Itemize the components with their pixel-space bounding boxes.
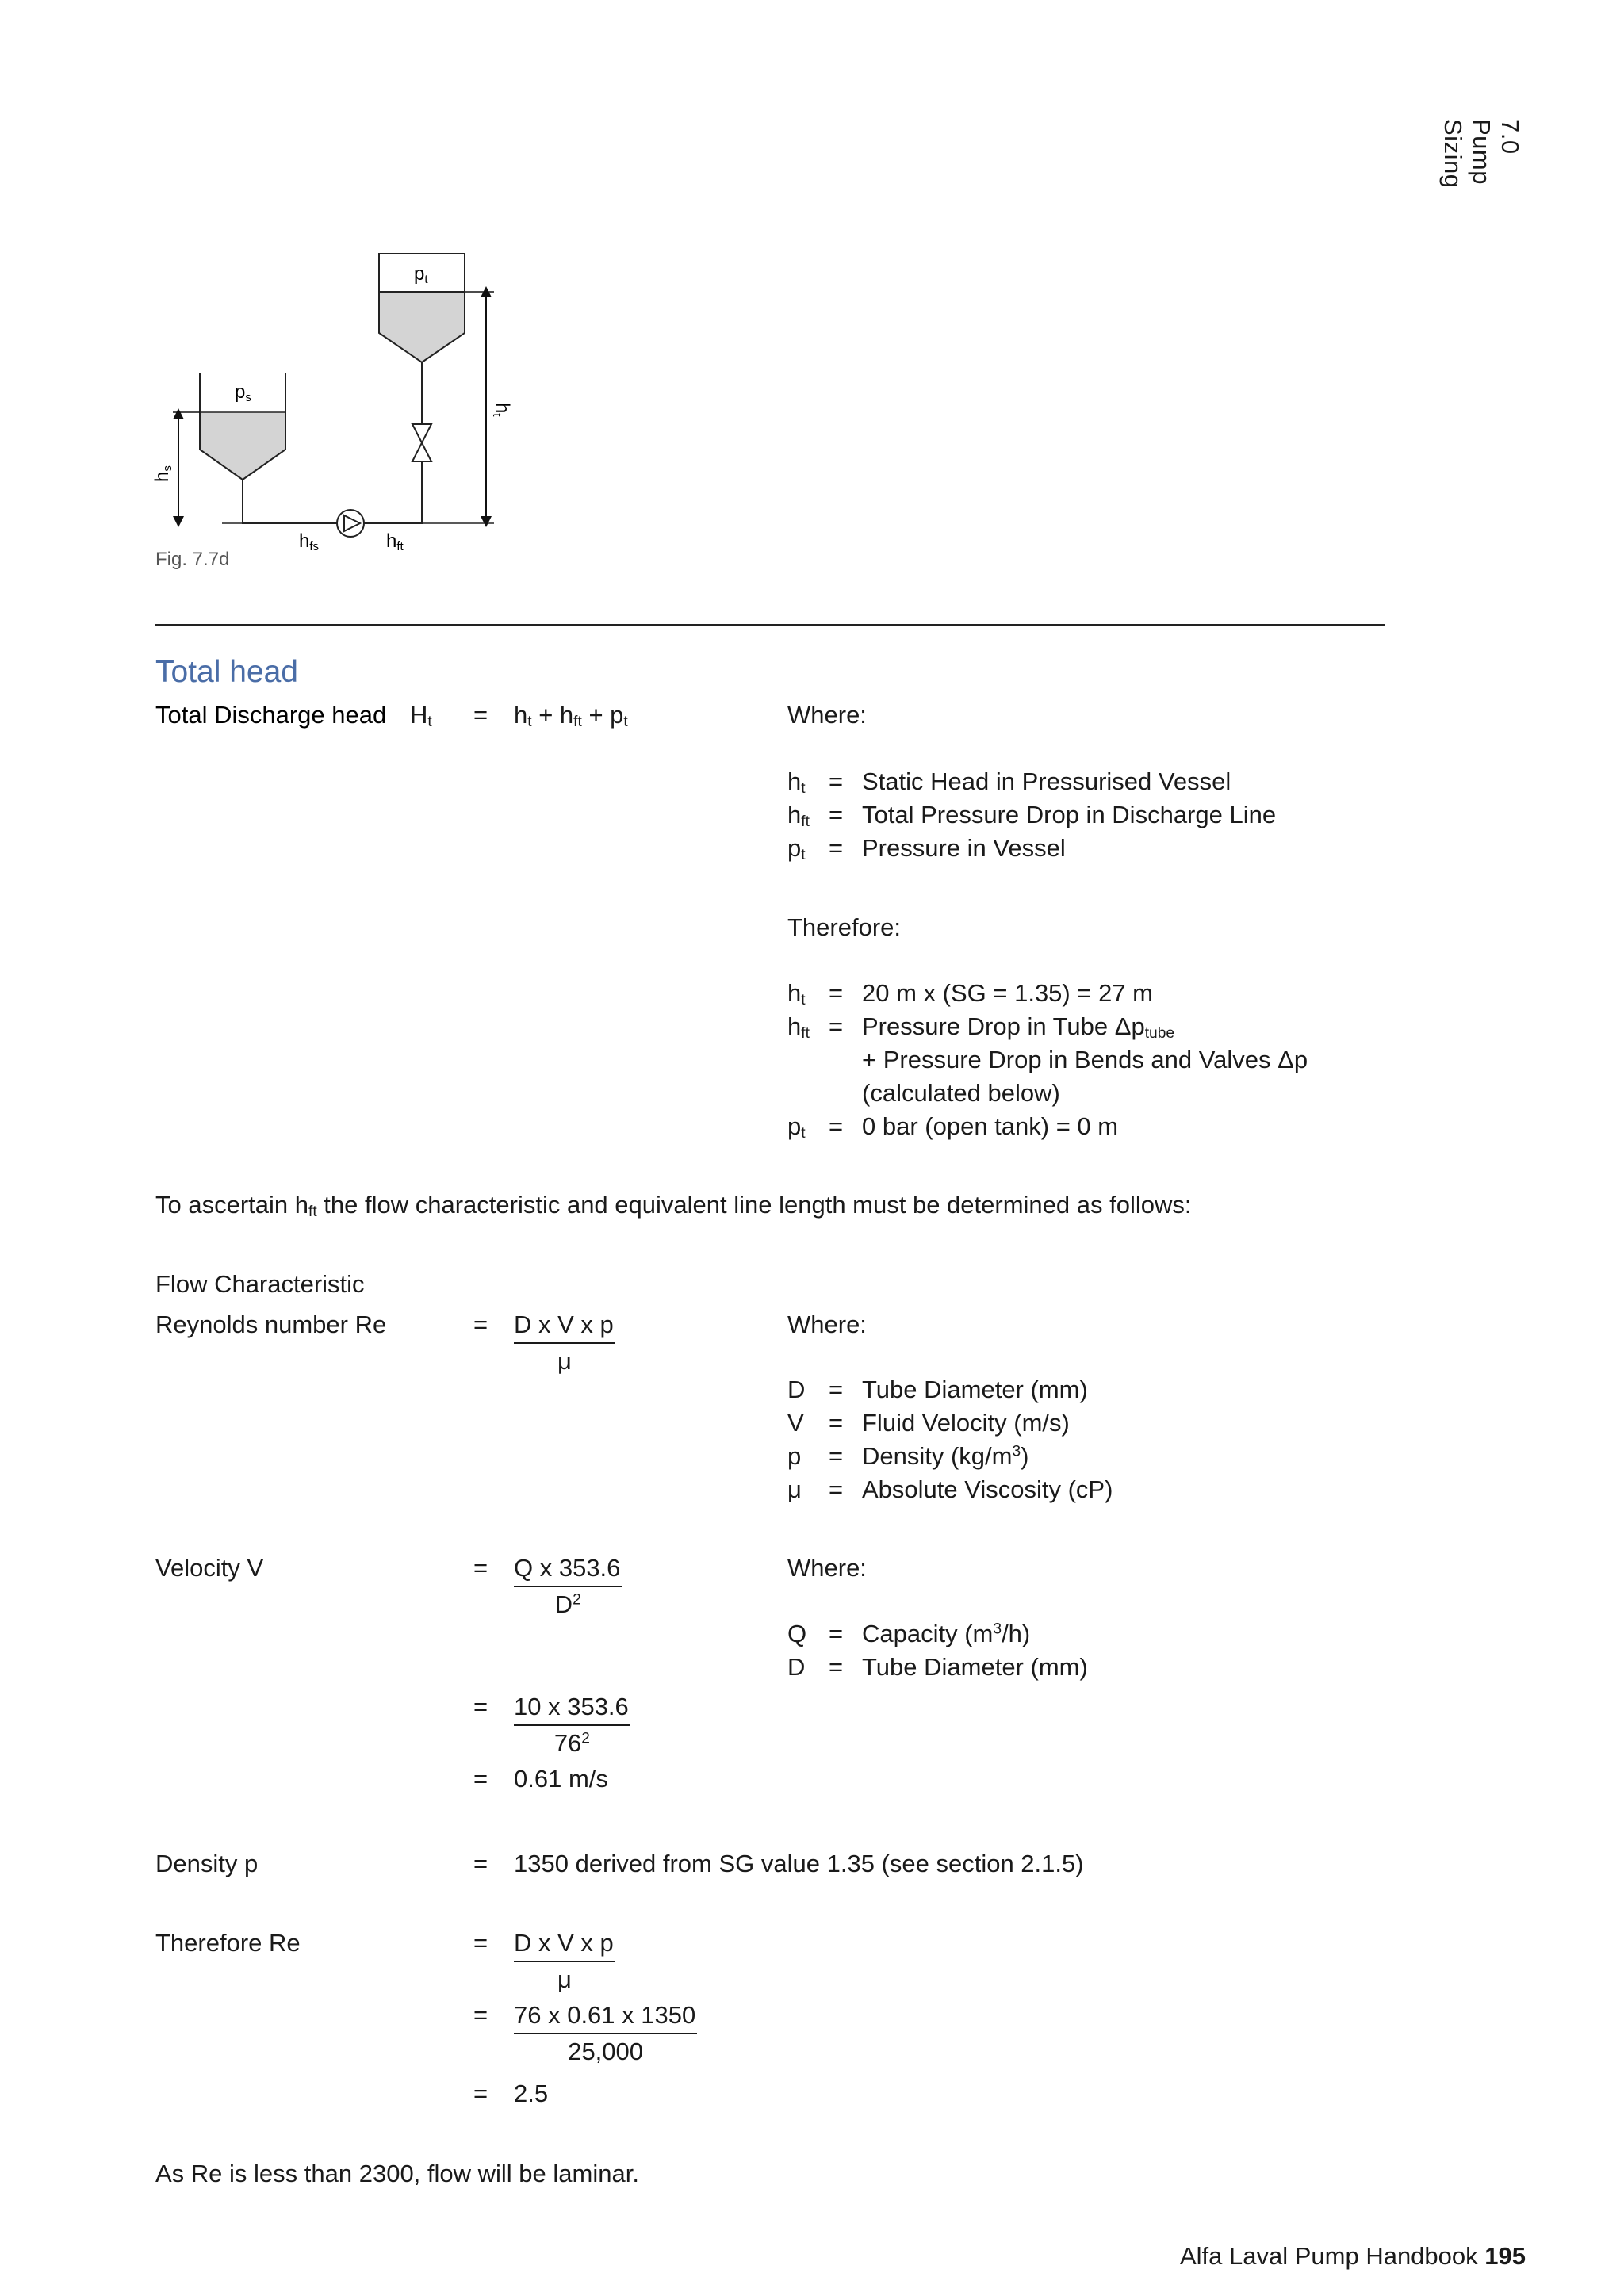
reynolds-fraction <box>514 1309 615 1377</box>
def-text: Density $(kg/m^3)$ <box>862 1442 1029 1470</box>
label-hfs: hfs <box>299 530 320 553</box>
page-number: 195 <box>1484 2242 1526 2270</box>
valve-symbol <box>412 424 431 461</box>
conclusion-text: As Re is less than 2300, flow will be laminar. <box>155 2160 639 2187</box>
pump-symbol <box>337 510 364 537</box>
def-text: Tube Diameter (mm) <box>862 1653 1088 1681</box>
def-eq: = <box>829 801 844 828</box>
def-eq: = <box>829 1653 844 1681</box>
def-symbol: p <box>787 1442 802 1470</box>
def-text: Fluid Velocity (m/s) <box>862 1409 1070 1437</box>
density-text: 1350 derived from SG value 1.35 (see section 2.1.5) <box>514 1850 1084 1877</box>
def-text: Pressure in Vessel <box>862 834 1066 862</box>
label-ps: ps <box>235 381 251 404</box>
tank-pump-diagram <box>143 246 523 579</box>
velocity-label: Velocity V <box>155 1554 264 1582</box>
def-text: Total Pressure Drop in Discharge Line <box>862 801 1277 828</box>
def-symbol: μ <box>787 1475 802 1503</box>
velocity-eq-3: = <box>473 1765 488 1793</box>
label-hft: hft <box>386 530 404 553</box>
def-symbol: $p_t$ <box>787 834 806 863</box>
reynolds-eq: = <box>473 1311 488 1338</box>
pt-symbol: $p_t$ <box>787 1112 806 1142</box>
flow-heading: Flow Characteristic <box>155 1270 365 1298</box>
label-ht: ht <box>490 403 513 417</box>
therefore-re-eq-3: = <box>473 2080 488 2107</box>
discharge-formula: $h_t + h_{ft} + p_t$ <box>514 701 628 730</box>
section-divider <box>155 624 1385 626</box>
therefore-re-label: Therefore Re <box>155 1929 301 1957</box>
ht-eq: = <box>829 979 844 1007</box>
hft-line-2: + Pressure Drop in Bends and Valves Δp <box>862 1046 1308 1073</box>
fraction-numerator: Q x 353.6 <box>514 1552 622 1587</box>
discharge-where: Where: <box>787 701 867 729</box>
fraction-numerator: D x V x p <box>514 1309 615 1344</box>
discharge-eq: = <box>473 701 488 729</box>
def-eq: = <box>829 1409 844 1437</box>
def-eq: = <box>829 767 844 795</box>
def-text: Tube Diameter (mm) <box>862 1376 1088 1403</box>
velocity-fraction-values <box>514 1691 630 1759</box>
density-label: Density p <box>155 1850 259 1877</box>
def-symbol: V <box>787 1409 804 1437</box>
fraction-numerator: 10 x 353.6 <box>514 1691 630 1726</box>
pt-eq: = <box>829 1112 844 1140</box>
fraction-denominator: μ <box>557 1965 572 1993</box>
fraction-denominator: μ <box>557 1347 572 1375</box>
density-eq: = <box>473 1850 488 1877</box>
ht-value: 20 m x (SG = 1.35) = 27 m <box>862 979 1153 1007</box>
pt-value: 0 bar (open tank) = 0 m <box>862 1112 1119 1140</box>
def-eq: = <box>829 1376 844 1403</box>
def-eq: = <box>829 1475 844 1503</box>
fraction-denominator: $76^2$ <box>553 1729 590 1757</box>
def-symbol: D <box>787 1653 806 1681</box>
def-text: Absolute Viscosity (cP) <box>862 1475 1113 1503</box>
figure-caption: Fig. 7.7d <box>155 549 230 570</box>
therefore-re-eq: = <box>473 1929 488 1957</box>
def-eq: = <box>829 1620 844 1647</box>
def-symbol: $h_{ft}$ <box>787 801 810 830</box>
def-symbol: $h_t$ <box>787 767 806 797</box>
def-eq: = <box>829 834 844 862</box>
ascertain-sentence: To ascertain $h_{ft}$ the flow characteristic and equivalent line length must be determined as follows: <box>155 1191 1192 1220</box>
reynolds-label: Reynolds number Re <box>155 1311 387 1338</box>
def-symbol: D <box>787 1376 806 1403</box>
fraction-denominator: $D^2$ <box>554 1590 581 1618</box>
fraction-numerator: 76 x 0.61 x 1350 <box>514 1999 697 2034</box>
velocity-where: Where: <box>787 1554 867 1582</box>
therefore-re-fraction <box>514 1927 615 1996</box>
ht-symbol: $h_t$ <box>787 979 806 1008</box>
footer-title: Alfa Laval Pump Handbook <box>1179 2242 1485 2270</box>
fraction-numerator: D x V x p <box>514 1927 615 1962</box>
hft-symbol: $h_{ft}$ <box>787 1012 810 1042</box>
therefore-re-result: 2.5 <box>514 2080 549 2107</box>
therefore-label: Therefore: <box>787 913 902 941</box>
hft-eq: = <box>829 1012 844 1040</box>
flow-where: Where: <box>787 1311 867 1338</box>
def-text: Capacity $(m^3/h)$ <box>862 1620 1031 1647</box>
label-pt: pt <box>414 263 428 286</box>
velocity-eq-2: = <box>473 1693 488 1720</box>
therefore-re-eq-2: = <box>473 2001 488 2029</box>
fraction-denominator: 25,000 <box>568 2038 644 2065</box>
discharge-label: Total Discharge head <box>155 701 387 729</box>
hft-line-1: Pressure Drop in Tube $\Delta p_{tube}$ <box>862 1012 1175 1042</box>
velocity-fraction <box>514 1552 622 1621</box>
velocity-eq: = <box>473 1554 488 1582</box>
def-text: Static Head in Pressurised Vessel <box>862 767 1231 795</box>
def-eq: = <box>829 1442 844 1470</box>
page-footer <box>1180 2242 1526 2271</box>
def-symbol: Q <box>787 1620 807 1647</box>
discharge-symbol: $H_t$ <box>410 701 432 730</box>
therefore-re-fraction-values <box>514 1999 697 2068</box>
velocity-result: 0.61 m/s <box>514 1765 608 1793</box>
hft-line-3: (calculated below) <box>862 1079 1060 1107</box>
section-title: Total head <box>155 655 298 689</box>
section-side-label: 7.0 Pump Sizing <box>1439 119 1524 189</box>
label-hs: hs <box>151 465 174 482</box>
